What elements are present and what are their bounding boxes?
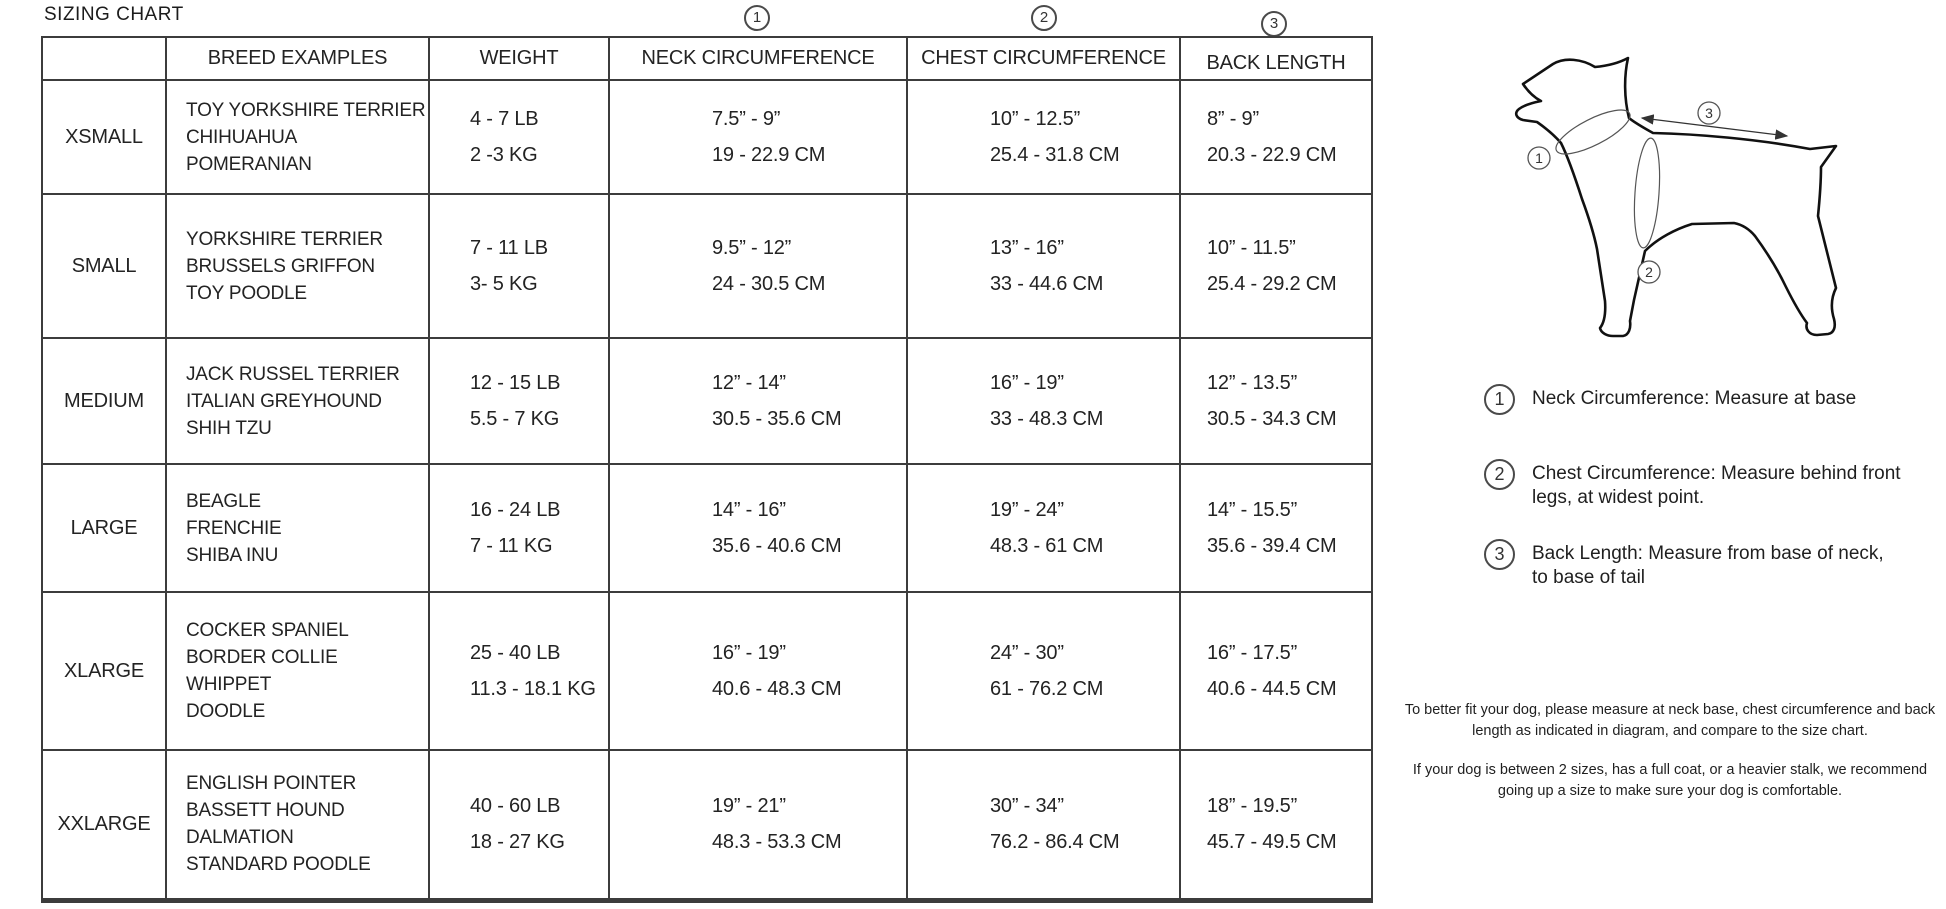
table-row-medium — [42, 338, 1372, 464]
chest-in: 10” - 12.5” — [990, 107, 1081, 130]
back-in: 10” - 11.5” — [1207, 236, 1296, 259]
weight-kg: 5.5 - 7 KG — [470, 407, 560, 430]
table-row-small — [42, 194, 1372, 338]
back-cm: 45.7 - 49.5 CM — [1207, 830, 1337, 853]
size-label: XLARGE — [42, 592, 166, 750]
breed-examples-cell — [166, 80, 429, 194]
table-row-large — [42, 464, 1372, 592]
legend-line: Neck Circumference: Measure at base — [1532, 388, 1857, 409]
neck-in: 12” - 14” — [712, 371, 786, 394]
chest-cm: 61 - 76.2 CM — [990, 677, 1104, 700]
chest-cm: 33 - 44.6 CM — [990, 272, 1104, 295]
breed-line: STANDARD POODLE — [186, 854, 371, 876]
neck-cell — [609, 194, 907, 338]
back-cell — [1180, 750, 1372, 900]
table-row-xxlarge — [42, 750, 1372, 900]
back-cell — [1180, 338, 1372, 464]
back-cm: 25.4 - 29.2 CM — [1207, 272, 1337, 295]
header-neck: NECK CIRCUMFERENCE — [609, 37, 907, 80]
neck-in: 9.5” - 12” — [712, 236, 792, 259]
neck-cm: 19 - 22.9 CM — [712, 143, 826, 166]
back-cm: 30.5 - 34.3 CM — [1207, 407, 1337, 430]
diagram-marker-chest: 2 — [1645, 264, 1653, 280]
neck-cm: 48.3 - 53.3 CM — [712, 830, 842, 853]
legend-text-back — [1532, 542, 1946, 590]
header-row — [42, 37, 1372, 80]
breed-line: SHIBA INU — [186, 544, 279, 566]
neck-in: 19” - 21” — [712, 794, 786, 817]
table-row-xlarge — [42, 592, 1372, 750]
legend-number-3: 3 — [1484, 539, 1515, 570]
size-label: MEDIUM — [42, 338, 166, 464]
legend-number-2: 2 — [1484, 459, 1515, 490]
dog-outline — [1516, 58, 1836, 336]
legend-line: Chest Circumference: Measure behind front — [1532, 463, 1901, 484]
back-in: 12” - 13.5” — [1207, 371, 1298, 394]
breed-examples-cell — [166, 464, 429, 592]
back-in: 8” - 9” — [1207, 107, 1259, 130]
breed-line: ENGLISH POINTER — [186, 773, 357, 795]
chest-cm: 25.4 - 31.8 CM — [990, 143, 1120, 166]
breed-line: TOY POODLE — [186, 282, 307, 304]
legend-text-neck — [1532, 387, 1946, 411]
breed-examples-cell — [166, 338, 429, 464]
breed-examples-cell — [166, 592, 429, 750]
neck-cm: 40.6 - 48.3 CM — [712, 677, 842, 700]
diagram-marker-neck: 1 — [1535, 150, 1543, 166]
neck-cm: 35.6 - 40.6 CM — [712, 534, 842, 557]
weight-cell — [429, 80, 609, 194]
chest-in: 30” - 34” — [990, 794, 1064, 817]
neck-cell — [609, 592, 907, 750]
header-weight: WEIGHT — [429, 37, 609, 80]
chest-in: 16” - 19” — [990, 371, 1064, 394]
breed-line: DALMATION — [186, 827, 294, 849]
back-in: 16” - 17.5” — [1207, 641, 1298, 664]
weight-kg: 3- 5 KG — [470, 272, 538, 295]
weight-lb: 4 - 7 LB — [470, 107, 539, 130]
back-cm: 35.6 - 39.4 CM — [1207, 534, 1337, 557]
size-label: XSMALL — [42, 80, 166, 194]
header-back-label: BACK LENGTH — [1206, 52, 1346, 74]
neck-cell — [609, 338, 907, 464]
chest-cm: 48.3 - 61 CM — [990, 534, 1104, 557]
chest-cell — [907, 592, 1180, 750]
header-back — [1180, 37, 1372, 80]
breed-line: BEAGLE — [186, 490, 261, 512]
diagram-marker-back: 3 — [1705, 105, 1713, 121]
chest-in: 24” - 30” — [990, 641, 1064, 664]
legend-text-chest — [1532, 462, 1946, 510]
back-in: 18” - 19.5” — [1207, 794, 1298, 817]
column-marker-chest: 2 — [1031, 5, 1057, 31]
chest-measure-ellipse — [1631, 137, 1663, 248]
breed-line: BRUSSELS GRIFFON — [186, 255, 375, 277]
weight-cell — [429, 592, 609, 750]
note-line: If your dog is between 2 sizes, has a full coat, or a heavier stalk, we recommend — [1412, 762, 1928, 778]
column-marker-neck: 1 — [744, 5, 770, 31]
back-cm: 20.3 - 22.9 CM — [1207, 143, 1337, 166]
legend-line: legs, at widest point. — [1532, 487, 1705, 508]
weight-cell — [429, 338, 609, 464]
header-size — [42, 37, 166, 80]
chest-cell — [907, 464, 1180, 592]
weight-cell — [429, 750, 609, 900]
neck-cm: 24 - 30.5 CM — [712, 272, 826, 295]
breed-line: YORKSHIRE TERRIER — [186, 228, 383, 250]
weight-cell — [429, 464, 609, 592]
weight-kg: 7 - 11 KG — [470, 534, 553, 557]
chest-cm: 76.2 - 86.4 CM — [990, 830, 1120, 853]
weight-lb: 40 - 60 LB — [470, 794, 561, 817]
note-line: going up a size to make sure your dog is comfortable. — [1497, 783, 1843, 799]
breed-line: FRENCHIE — [186, 517, 282, 539]
neck-cell — [609, 750, 907, 900]
note-line: length as indicated in diagram, and compare to the size chart. — [1472, 723, 1868, 739]
size-label: LARGE — [42, 464, 166, 592]
breed-line: COCKER SPANIEL — [186, 620, 349, 641]
between-sizes-note — [1390, 760, 1946, 802]
chest-cell — [907, 750, 1180, 900]
breed-line: SHIH TZU — [186, 417, 272, 439]
back-cell — [1180, 194, 1372, 338]
note-line: To better fit your dog, please measure at neck base, chest circumference and back — [1404, 702, 1936, 718]
breed-line: BORDER COLLIE — [186, 647, 338, 668]
dog-measurement-diagram — [1396, 0, 1946, 400]
breed-line: DOODLE — [186, 701, 266, 722]
breed-line: TOY YORKSHIRE TERRIER — [186, 99, 426, 121]
page-title: SIZING CHART — [44, 4, 184, 25]
size-label: SMALL — [42, 194, 166, 338]
weight-lb: 16 - 24 LB — [470, 498, 561, 521]
neck-cell — [609, 80, 907, 194]
weight-lb: 7 - 11 LB — [470, 236, 548, 259]
neck-in: 16” - 19” — [712, 641, 786, 664]
breed-line: POMERANIAN — [186, 153, 312, 175]
back-cell — [1180, 80, 1372, 194]
weight-kg: 11.3 - 18.1 KG — [470, 677, 596, 700]
chest-cell — [907, 338, 1180, 464]
neck-in: 14” - 16” — [712, 498, 786, 521]
table-row-xsmall — [42, 80, 1372, 194]
sizing-table — [41, 36, 1373, 903]
back-cell — [1180, 464, 1372, 592]
header-chest: CHEST CIRCUMFERENCE — [907, 37, 1180, 80]
legend-number-1: 1 — [1484, 384, 1515, 415]
breed-line: CHIHUAHUA — [186, 126, 298, 148]
breed-examples-cell — [166, 194, 429, 338]
fit-note — [1390, 700, 1946, 742]
neck-in: 7.5” - 9” — [712, 107, 781, 130]
back-in: 14” - 15.5” — [1207, 498, 1298, 521]
weight-lb: 25 - 40 LB — [470, 641, 561, 664]
breed-line: WHIPPET — [186, 674, 272, 695]
header-breeds: BREED EXAMPLES — [166, 37, 429, 80]
breed-line: BASSETT HOUND — [186, 800, 345, 822]
size-label: XXLARGE — [42, 750, 166, 900]
neck-cell — [609, 464, 907, 592]
breed-line: ITALIAN GREYHOUND — [186, 390, 382, 412]
breed-examples-cell — [166, 750, 429, 900]
chest-cell — [907, 194, 1180, 338]
chest-in: 19” - 24” — [990, 498, 1064, 521]
legend-line: to base of tail — [1532, 567, 1646, 588]
chest-in: 13” - 16” — [990, 236, 1064, 259]
breed-line: JACK RUSSEL TERRIER — [186, 363, 400, 385]
weight-kg: 2 -3 KG — [470, 143, 538, 166]
neck-measure-ellipse — [1551, 102, 1636, 162]
legend-line: Back Length: Measure from base of neck, — [1532, 543, 1884, 564]
back-cm: 40.6 - 44.5 CM — [1207, 677, 1337, 700]
back-cell — [1180, 592, 1372, 750]
weight-cell — [429, 194, 609, 338]
weight-kg: 18 - 27 KG — [470, 830, 565, 853]
chest-cm: 33 - 48.3 CM — [990, 407, 1104, 430]
chest-cell — [907, 80, 1180, 194]
column-marker-back: 3 — [1261, 11, 1287, 37]
weight-lb: 12 - 15 LB — [470, 371, 561, 394]
neck-cm: 30.5 - 35.6 CM — [712, 407, 842, 430]
